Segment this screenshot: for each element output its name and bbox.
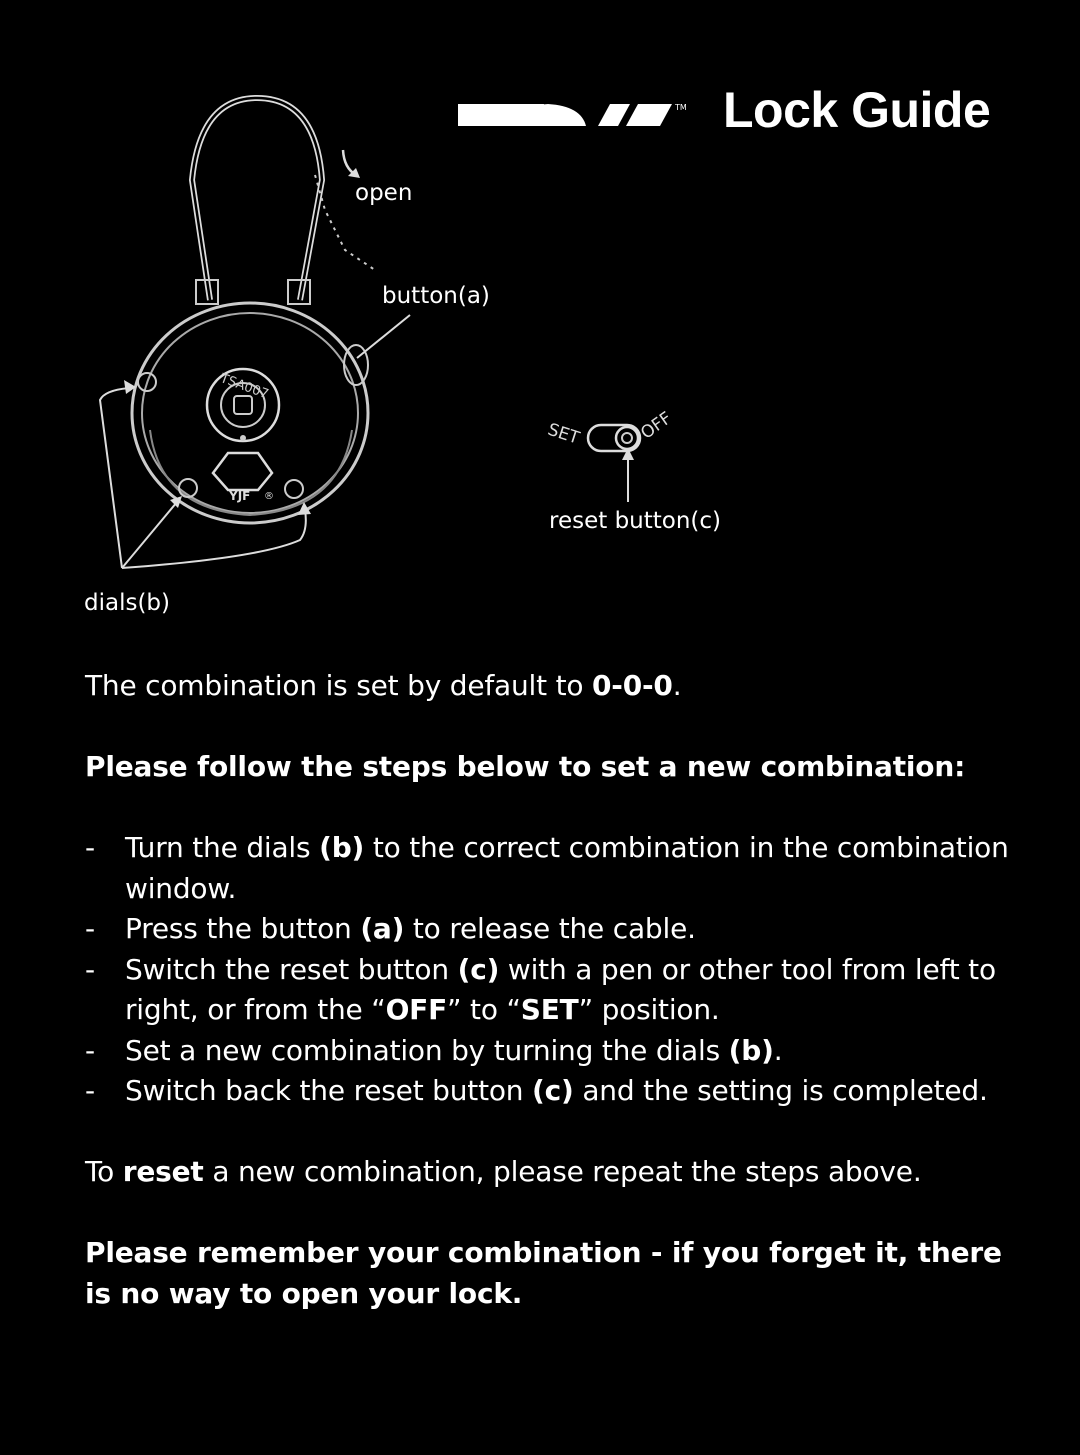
button-a-label: button(a) (382, 283, 490, 309)
list-item: - Switch the reset button (c) with a pen or other tool from left to right, or from the “OFF” to “SET” position. (85, 950, 1015, 1031)
tsa-code: TSA007 (218, 371, 271, 403)
dials-b-label: dials(b) (84, 590, 171, 616)
list-item: - Turn the dials (b) to the correct combination in the combination window. (85, 828, 1015, 909)
registered-mark: ® (264, 491, 274, 502)
reset-note: To reset a new combination, please repeat the steps above. (85, 1155, 922, 1188)
intro-end: . (672, 669, 682, 702)
reset-button-c-label: reset button(c) (549, 508, 722, 534)
intro-text: The combination is set by default to (85, 669, 593, 702)
lock-illustration (60, 90, 760, 630)
steps-list (85, 828, 1015, 1112)
svg-text:TM: TM (675, 103, 687, 112)
dial-bottom-right (285, 480, 303, 498)
instructions (85, 666, 1015, 1314)
warning-note (85, 1233, 1015, 1314)
switch-off-label: OFF (637, 408, 676, 444)
switch-set-label: SET (545, 419, 582, 449)
list-item: - Press the button (a) to release the cable. (85, 909, 1015, 950)
list-item: - Set a new combination by turning the dials (b). (85, 1031, 1015, 1072)
steps-heading-text: Please follow the steps below to set a new combination: (85, 750, 966, 783)
maker-mark: YJF (229, 489, 251, 503)
open-label: open (355, 180, 413, 206)
lock-diagram (60, 90, 760, 634)
intro-paragraph (85, 666, 1015, 707)
list-item: - Switch back the reset button (c) and the setting is completed. (85, 1071, 1015, 1112)
steps-heading (85, 747, 1015, 788)
page-title: Lock Guide (723, 82, 991, 138)
warning-text: Please remember your combination - if you forget it, there is no way to open your lock. (85, 1236, 1002, 1310)
lock-cable (192, 98, 322, 300)
default-combination: 0-0-0 (592, 669, 673, 702)
